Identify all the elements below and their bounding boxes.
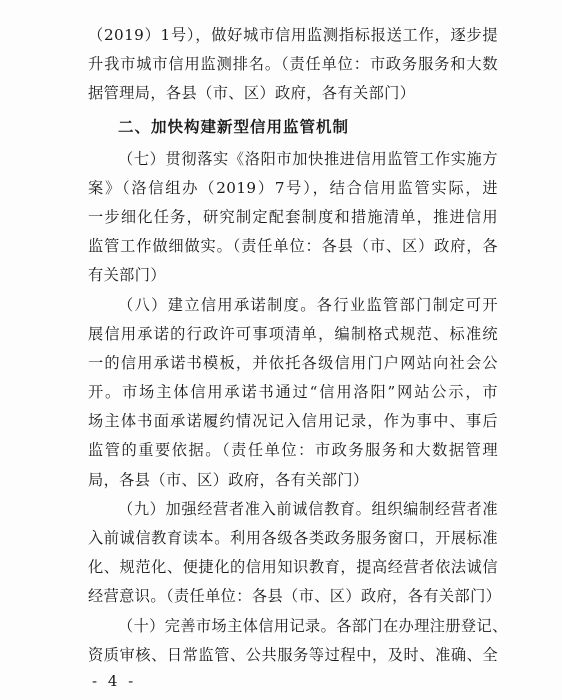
paragraph-7-line: 一步细化任务，研究制定配套制度和措施清单，推进信用 <box>88 207 498 226</box>
section-heading: 二、加快构建新型信用监管机制 <box>118 117 350 136</box>
body-text <box>88 21 508 670</box>
paragraph-10-line: （十）完善市场主体信用记录。各部门在办理注册登记、 <box>118 616 508 635</box>
paragraph-9-line: 经营意识。（责任单位：各县（市、区）政府，各有关部门） <box>88 587 502 606</box>
paragraph-7-line: 监管工作做细做实。（责任单位：各县（市、区）政府，各 <box>88 237 498 256</box>
paragraph-8-line: 展信用承诺的行政许可事项清单，编制格式规范、标准统 <box>88 324 498 343</box>
paragraph-7-line: 案》（洛信组办（2019）7号），结合信用监管实际，进 <box>88 178 498 197</box>
page-number: - 4 - <box>92 672 137 690</box>
paragraph-10-line: 资质审核、日常监管、公共服务等过程中，及时、准确、全 <box>88 645 498 664</box>
paragraph-8-line: 一的信用承诺书模板，并依托各级信用门户网站向社会公 <box>88 353 498 372</box>
text-line: （2019）1号），做好城市信用监测指标报送工作，逐步提 <box>88 26 498 44</box>
text-line: 据管理局，各县（市、区）政府，各有关部门） <box>88 84 416 103</box>
text-line: 升我市城市信用监测排名。（责任单位：市政务服务和大数 <box>88 55 498 74</box>
paragraph-7-line: （七）贯彻落实《洛阳市加快推进信用监管工作实施方 <box>118 149 498 168</box>
paragraph-9-line: 入前诚信教育读本。利用各级各类政务服务窗口，开展标准 <box>88 529 498 547</box>
paragraph-9-line: 化、规范化、便捷化的信用知识教育，提高经营者依法诚信 <box>88 558 498 577</box>
paragraph-8-line: （八）建立信用承诺制度。各行业监管部门制定可开 <box>118 295 498 314</box>
paragraph-8-line: 局，各县（市、区）政府，各有关部门） <box>88 470 369 489</box>
paragraph-9-line: （九）加强经营者准入前诚信教育。组织编制经营者准 <box>118 499 498 518</box>
paragraph-8-line: 监管的重要依据。（责任单位：市政务服务和大数据管理 <box>88 441 498 460</box>
paragraph-8-line: 开。市场主体信用承诺书通过“信用洛阳”网站公示，市 <box>88 383 498 402</box>
paragraph-8-line: 场主体书面承诺履约情况记入信用记录，作为事中、事后 <box>88 412 498 431</box>
paragraph-7-line: 有关部门） <box>88 266 166 285</box>
